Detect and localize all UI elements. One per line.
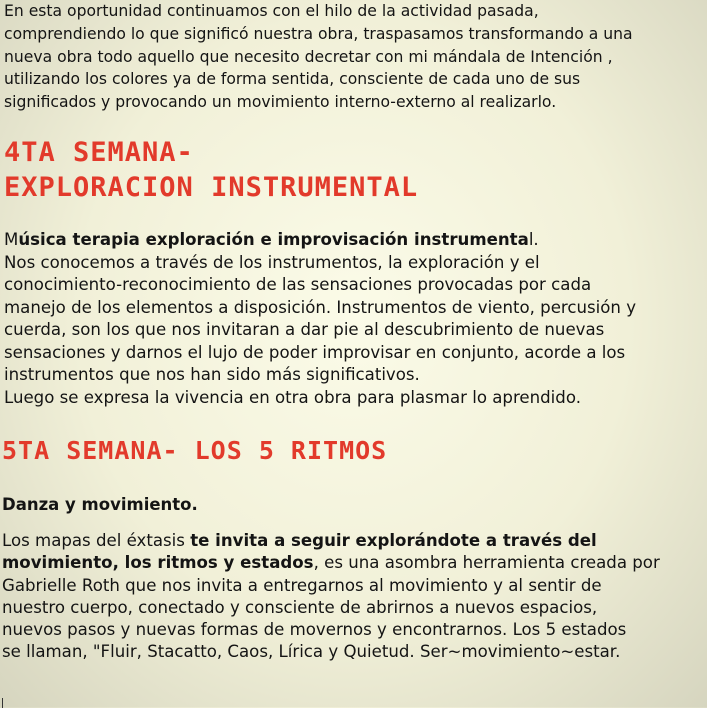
week5-line (2, 552, 699, 574)
week5-subtitle: Danza y movimiento. (2, 495, 198, 514)
subtitle-bold: úsica terapia exploración e improvisación instrumenta (18, 230, 529, 249)
subtitle-pre: M (4, 230, 19, 249)
week5-line (2, 530, 699, 552)
week5-line: se llaman, "Fluir, Stacatto, Caos, Lírica y Quietud. Ser~movimiento~estar. (2, 642, 621, 662)
week4-line: cuerda, son los que nos invitaran a dar pie al descubrimiento de nuevas (4, 320, 605, 339)
week5-heading: 5TA SEMANA- LOS 5 RITMOS (2, 436, 388, 465)
week5-line: nuevos pasos y nuevas formas de movernos y encontrarnos. Los 5 estados (2, 620, 627, 640)
week4-heading-line1: 4TA SEMANA- (4, 137, 194, 168)
line1-pre: Los mapas del éxtasis (2, 531, 191, 550)
week4-line: Luego se expresa la vivencia en otra obra para plasmar lo aprendido. (4, 387, 581, 407)
week4-paragraph (4, 229, 699, 409)
line1-bold: te invita a seguir explorándote a través del (190, 531, 597, 550)
intro-line: utilizando los colores ya de forma sentida, consciente de cada uno de sus (4, 70, 581, 89)
week4-heading (4, 135, 699, 205)
intro-line: nueva obra todo aquello que necesito decretar con mi mándala de Intención , (4, 47, 613, 66)
week4-line: conocimiento-reconocimiento de las sensaciones provocadas por cada (4, 275, 592, 294)
intro-line: significados y provocando un movimiento interno-externo al realizarlo. (4, 93, 557, 112)
line2-post: , es una asombra herramienta creada por (313, 553, 660, 573)
week4-line: sensaciones y darnos el lujo de poder improvisar en conjunto, acorde a los (4, 342, 626, 362)
intro-paragraph (4, 0, 699, 114)
intro-line: comprendiendo lo que significó nuestra obra, traspasamos transformando a una (4, 24, 633, 43)
week5-line: Gabrielle Roth que nos invita a entregarnos al movimiento y al sentir de (2, 575, 602, 595)
week4-subtitle (4, 229, 699, 252)
week4-line: manejo de los elementos a disposición. Instrumentos de viento, percusión y (4, 297, 637, 317)
week4-line: Nos conocemos a través de los instrumentos, la exploración y el (4, 252, 540, 272)
week4-line: instrumentos que nos han sido más significativos. (4, 365, 420, 384)
week5-paragraph (2, 530, 699, 664)
week4-heading-line2: EXPLORACION INSTRUMENTAL (4, 172, 419, 203)
week5-line: nuestro cuerpo, conectado y consciente de abrirnos a nuevos espacios, (2, 597, 598, 617)
subtitle-post: l. (528, 230, 539, 249)
intro-line: En esta oportunidad continuamos con el hilo de la actividad pasada, (4, 2, 539, 20)
line2-bold: movimiento, los ritmos y estados (2, 553, 314, 573)
